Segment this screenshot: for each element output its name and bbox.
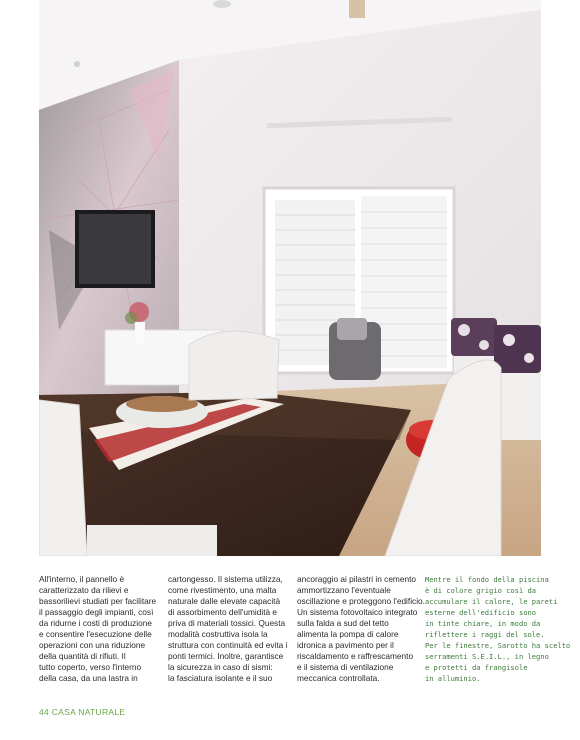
body-column-1 <box>39 574 161 684</box>
caption-line: accumulare il calore, le pareti <box>425 597 558 607</box>
column-3-line: e il sistema di ventilazione <box>297 662 394 673</box>
caption-line: è di colore grigio così da <box>425 586 537 596</box>
interior-photo-illustration <box>39 0 541 556</box>
caption-line: Mentre il fondo della piscina <box>425 575 549 584</box>
column-2-line: priva di materiali tossici. Questa <box>168 618 286 629</box>
column-2-line: la fasciatura isolante e il suo <box>168 673 273 684</box>
caption-line: e protetti da frangisole <box>425 663 528 673</box>
column-1-line: tutto coperto, verso l'interno <box>39 662 142 673</box>
column-1-line: della quantità di rifiuti. Il <box>39 651 126 662</box>
column-2-line: la sicurezza in caso di sismi: <box>168 662 273 673</box>
column-2-line: cartongesso. Il sistema utilizza, <box>168 574 283 584</box>
page-number: 44 <box>39 707 50 717</box>
caption-line: in tinte chiare, in modo da <box>425 619 541 629</box>
magazine-name: CASA NATURALE <box>51 707 126 717</box>
caption-line: Per le finestre, Sarotto ha scelto <box>425 641 571 651</box>
column-1-line: bassorilievi studiati per facilitare <box>39 596 157 607</box>
column-3-line: alimenta la pompa di calore <box>297 629 399 640</box>
column-3-line: riscaldamento e raffrescamento <box>297 651 414 662</box>
page-footer <box>39 707 125 717</box>
column-2-line: ponti termici. Inoltre, garantisce <box>168 651 284 662</box>
caption-line: in alluminio. <box>425 674 481 684</box>
column-3-line: oscillazione e proteggono l'edificio. <box>297 596 425 607</box>
body-column-2 <box>168 574 290 684</box>
column-1-line: All'interno, il pannello è <box>39 574 125 584</box>
column-2-line: naturale dalle elevate capacità <box>168 596 281 607</box>
column-1-line: operazioni con una riduzione <box>39 640 146 651</box>
column-3-line: ammortizzano l'eventuale <box>297 585 391 596</box>
column-1-line: e consentire l'esecuzione delle <box>39 629 152 640</box>
column-1-line: caratterizzato da rilievi e <box>39 585 129 596</box>
column-2-line: struttura con continuità ed evita i <box>168 640 288 651</box>
column-1-line: il passaggio degli impianti, così <box>39 607 154 618</box>
column-3-line: Un sistema fotovoltaico integrato <box>297 607 418 618</box>
photo-caption <box>425 574 571 684</box>
column-2-line: di assorbimento dell'umidità e <box>168 607 278 618</box>
column-3-line: sulla falda a sud del tetto <box>297 618 389 629</box>
column-1-line: della casa, da una lastra in <box>39 673 138 684</box>
column-3-line: meccanica controllata. <box>297 673 380 684</box>
column-1-line: da ridurne i costi di produzione <box>39 618 152 629</box>
column-3-line: ancoraggio ai pilastri in cemento <box>297 574 416 584</box>
caption-line: serramenti S.E.I.L., in legno <box>425 652 549 662</box>
caption-line: riflettere i raggi del sole. <box>425 630 545 640</box>
column-3-line: idronica a pavimento per il <box>297 640 394 651</box>
column-2-line: come rivestimento, una malta <box>168 585 277 596</box>
caption-line: esterne dell'edificio sono <box>425 608 537 618</box>
column-2-line: modalità costruttiva isola la <box>168 629 268 640</box>
body-column-3 <box>297 574 425 684</box>
interior-photo <box>39 0 541 556</box>
